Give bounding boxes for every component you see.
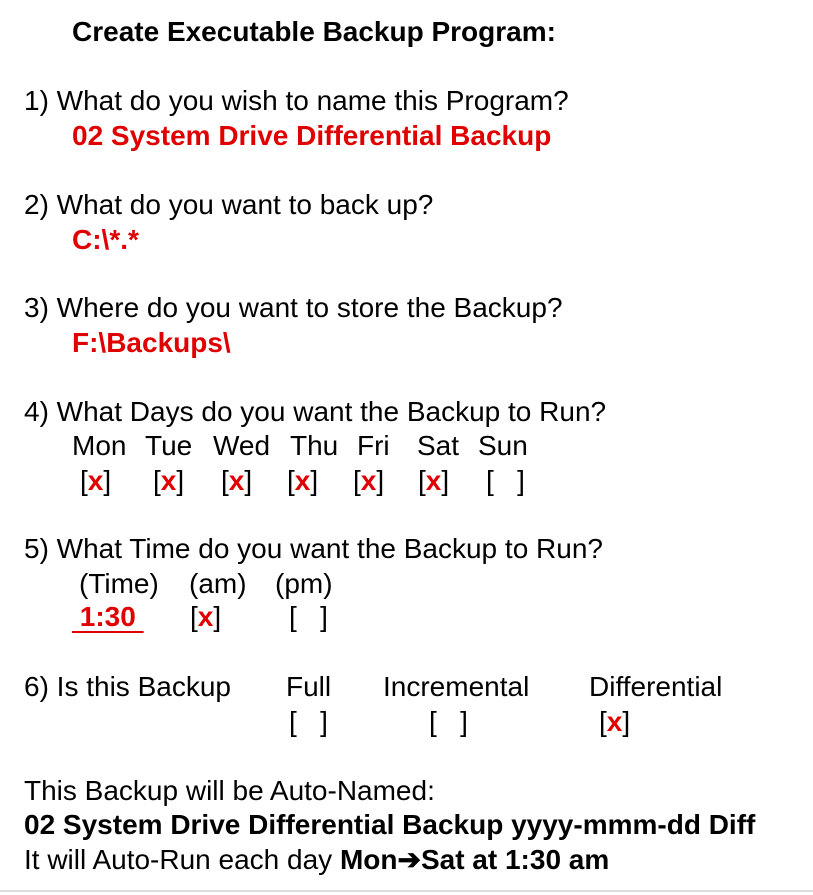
pm-checkbox[interactable]: [ ]: [289, 601, 328, 632]
summary-auto-name: 02 System Drive Differential Backup yyyy-mmm-dd Diff: [24, 809, 756, 840]
day-label-tue: Tue: [145, 430, 193, 461]
check-mark: x: [228, 465, 245, 496]
check-mark: [305, 706, 313, 737]
summary-schedule-days: Mon➔Sat at 1:30 am: [339, 844, 610, 875]
am-column-label: (am): [189, 568, 247, 599]
question-6: 6) Is this Backup: [24, 671, 231, 702]
day-checkbox-wed[interactable]: [x]: [221, 465, 253, 496]
incremental-checkbox[interactable]: [ ]: [429, 706, 468, 737]
question-4: 4) What Days do you want the Backup to Run?: [24, 396, 607, 427]
check-mark: x: [294, 465, 311, 496]
question-1: 1) What do you wish to name this Program?: [24, 85, 569, 116]
day-checkbox-thu[interactable]: [x]: [287, 465, 319, 496]
day-checkbox-mon[interactable]: [x]: [80, 465, 112, 496]
day-label-fri: Fri: [357, 430, 390, 461]
differential-label: Differential: [589, 671, 723, 702]
check-mark: x: [425, 465, 442, 496]
check-mark: x: [606, 706, 623, 737]
check-mark: x: [197, 601, 214, 632]
day-checkbox-fri[interactable]: [x]: [353, 465, 385, 496]
answer-backup-source[interactable]: C:\*.*: [72, 224, 139, 255]
page-title: Create Executable Backup Program:: [72, 16, 556, 47]
answer-program-name[interactable]: 02 System Drive Differential Backup: [72, 120, 552, 151]
question-3: 3) Where do you want to store the Backup?: [24, 292, 563, 323]
am-checkbox[interactable]: [x]: [190, 601, 222, 632]
pm-column-label: (pm): [275, 568, 333, 599]
check-mark: x: [360, 465, 377, 496]
day-label-sat: Sat: [417, 430, 460, 461]
check-mark: x: [87, 465, 104, 496]
day-label-wed: Wed: [213, 430, 271, 461]
day-checkbox-sat[interactable]: [x]: [418, 465, 450, 496]
check-mark: [305, 601, 313, 632]
day-label-mon: Mon: [72, 430, 127, 461]
answer-backup-destination[interactable]: F:\Backups\: [72, 327, 231, 358]
check-mark: [502, 465, 510, 496]
day-checkbox-sun[interactable]: [ ]: [486, 465, 525, 496]
summary-auto-named-label: This Backup will be Auto-Named:: [24, 775, 435, 806]
check-mark: [445, 706, 453, 737]
question-5: 5) What Time do you want the Backup to Run?: [24, 533, 603, 564]
incremental-label: Incremental: [383, 671, 530, 702]
time-input[interactable]: 1:30: [72, 601, 144, 632]
time-column-label: (Time): [79, 568, 159, 599]
day-checkbox-tue[interactable]: [x]: [153, 465, 185, 496]
summary-schedule-prefix: It will Auto-Run each day: [24, 844, 340, 875]
check-mark: x: [160, 465, 177, 496]
day-label-sun: Sun: [478, 430, 528, 461]
question-2: 2) What do you want to back up?: [24, 189, 434, 220]
summary-schedule: [24, 846, 609, 874]
full-checkbox[interactable]: [ ]: [289, 706, 328, 737]
differential-checkbox[interactable]: [x]: [599, 706, 631, 737]
bottom-divider: [0, 890, 813, 892]
full-label: Full: [286, 671, 332, 702]
day-label-thu: Thu: [290, 430, 339, 461]
